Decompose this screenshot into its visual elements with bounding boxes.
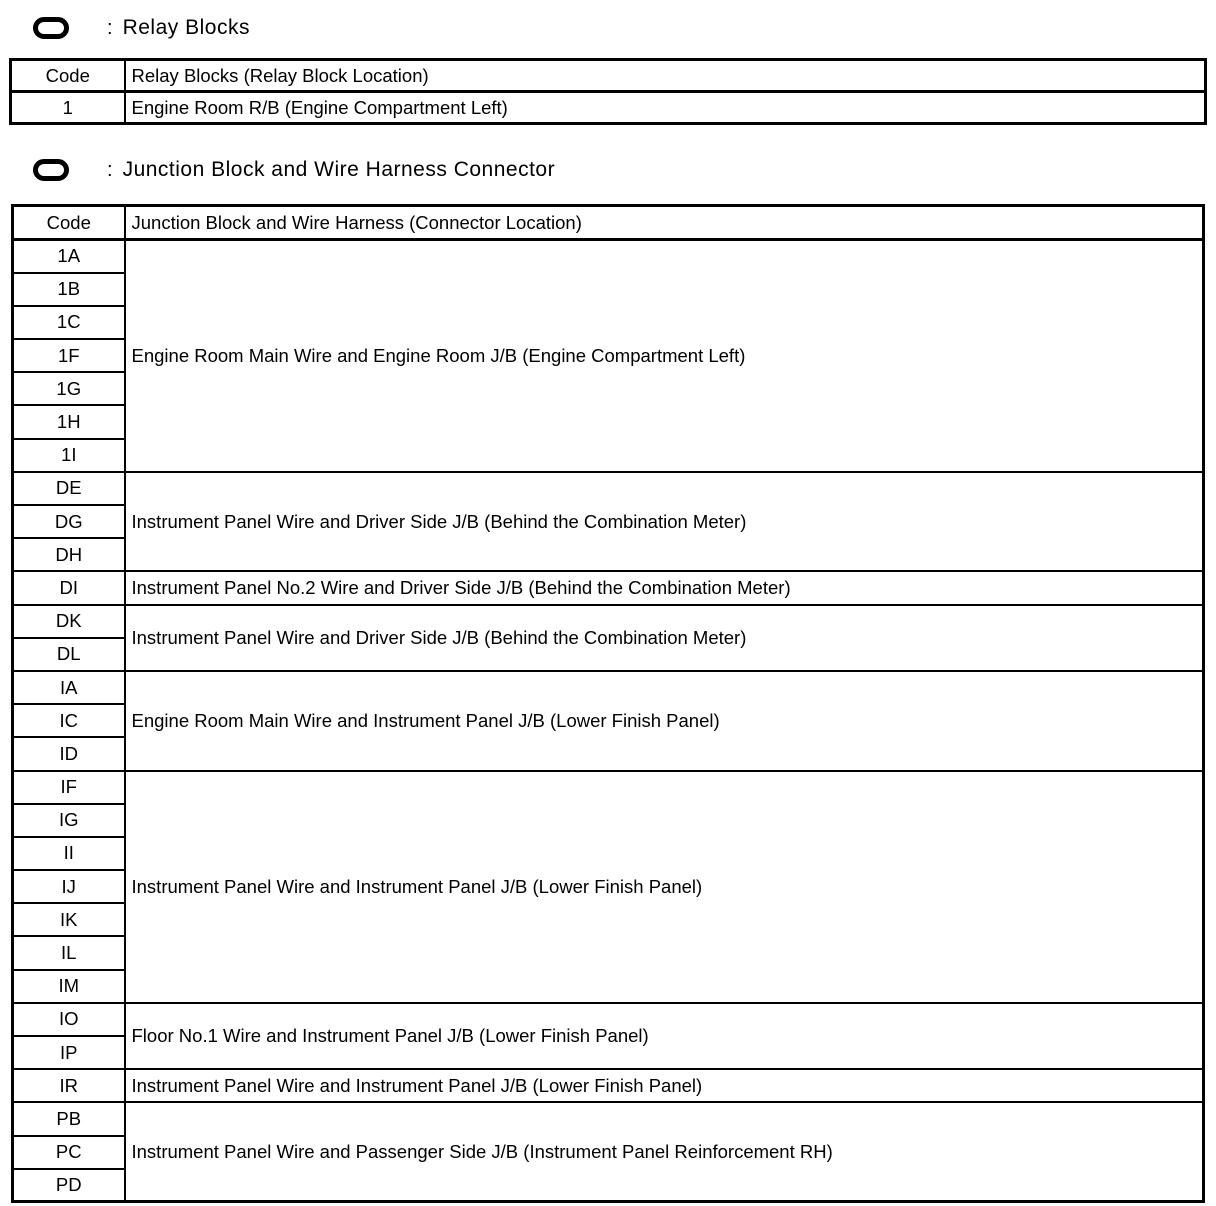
code-cell: IJ [13, 870, 125, 903]
code-cell: ID [13, 737, 125, 770]
code-cell: IR [13, 1069, 125, 1102]
legend-colon: : [107, 159, 113, 181]
code-cell: PB [13, 1102, 125, 1135]
code-cell: IF [13, 771, 125, 804]
code-cell: IO [13, 1003, 125, 1036]
junction-block-table [11, 204, 1205, 1203]
location-cell: Instrument Panel Wire and Instrument Panel J/B (Lower Finish Panel) [125, 771, 1204, 1003]
code-cell: PC [13, 1136, 125, 1169]
junction-block-symbol-icon [33, 159, 69, 181]
location-header: Junction Block and Wire Harness (Connector Location) [125, 206, 1204, 240]
table-row [13, 571, 1204, 604]
table-row [13, 1003, 1204, 1036]
junction-block-title: Junction Block and Wire Harness Connector [122, 158, 556, 181]
code-cell: 1F [13, 339, 125, 372]
relay-block-symbol-icon [33, 17, 69, 39]
location-cell: Instrument Panel Wire and Driver Side J/B (Behind the Combination Meter) [125, 605, 1204, 671]
code-cell: DK [13, 605, 125, 638]
code-cell: 1I [13, 439, 125, 472]
location-cell: Engine Room Main Wire and Instrument Panel J/B (Lower Finish Panel) [125, 671, 1204, 771]
location-cell: Instrument Panel Wire and Passenger Side J/B (Instrument Panel Reinforcement RH) [125, 1102, 1204, 1202]
location-header: Relay Blocks (Relay Block Location) [125, 60, 1206, 92]
legend-colon: : [107, 17, 113, 39]
relay-blocks-title: Relay Blocks [122, 16, 250, 39]
table-row [13, 771, 1204, 804]
code-cell: IA [13, 671, 125, 704]
code-cell: DL [13, 638, 125, 671]
table-row [13, 671, 1204, 704]
code-header: Code [11, 60, 125, 92]
table-row [13, 240, 1204, 273]
table-row [13, 1069, 1204, 1102]
code-cell: IK [13, 903, 125, 936]
code-cell: 1H [13, 405, 125, 438]
code-cell: DI [13, 571, 125, 604]
code-cell: IC [13, 704, 125, 737]
code-cell: DE [13, 472, 125, 505]
table-header-row [13, 206, 1204, 240]
code-cell: 1C [13, 306, 125, 339]
code-cell: 1B [13, 273, 125, 306]
location-cell: Instrument Panel Wire and Driver Side J/B (Behind the Combination Meter) [125, 472, 1204, 572]
code-cell: 1 [11, 92, 125, 124]
relay-blocks-legend [33, 11, 250, 45]
location-cell: Instrument Panel No.2 Wire and Driver Side J/B (Behind the Combination Meter) [125, 571, 1204, 604]
code-cell: IP [13, 1036, 125, 1069]
location-cell: Floor No.1 Wire and Instrument Panel J/B (Lower Finish Panel) [125, 1003, 1204, 1069]
code-cell: IG [13, 804, 125, 837]
code-cell: 1G [13, 372, 125, 405]
table-row [13, 605, 1204, 638]
code-cell: IL [13, 936, 125, 969]
code-cell: II [13, 837, 125, 870]
location-cell: Engine Room Main Wire and Engine Room J/B (Engine Compartment Left) [125, 240, 1204, 472]
code-cell: DG [13, 505, 125, 538]
table-row [11, 92, 1206, 124]
code-cell: DH [13, 538, 125, 571]
code-cell: IM [13, 970, 125, 1003]
code-header: Code [13, 206, 125, 240]
table-row [13, 1102, 1204, 1135]
location-cell: Instrument Panel Wire and Instrument Panel J/B (Lower Finish Panel) [125, 1069, 1204, 1102]
table-header-row [11, 60, 1206, 92]
table-row [13, 472, 1204, 505]
relay-blocks-table [9, 58, 1207, 125]
code-cell: 1A [13, 240, 125, 273]
code-cell: PD [13, 1169, 125, 1202]
location-cell: Engine Room R/B (Engine Compartment Left) [125, 92, 1206, 124]
junction-block-legend [33, 153, 555, 187]
